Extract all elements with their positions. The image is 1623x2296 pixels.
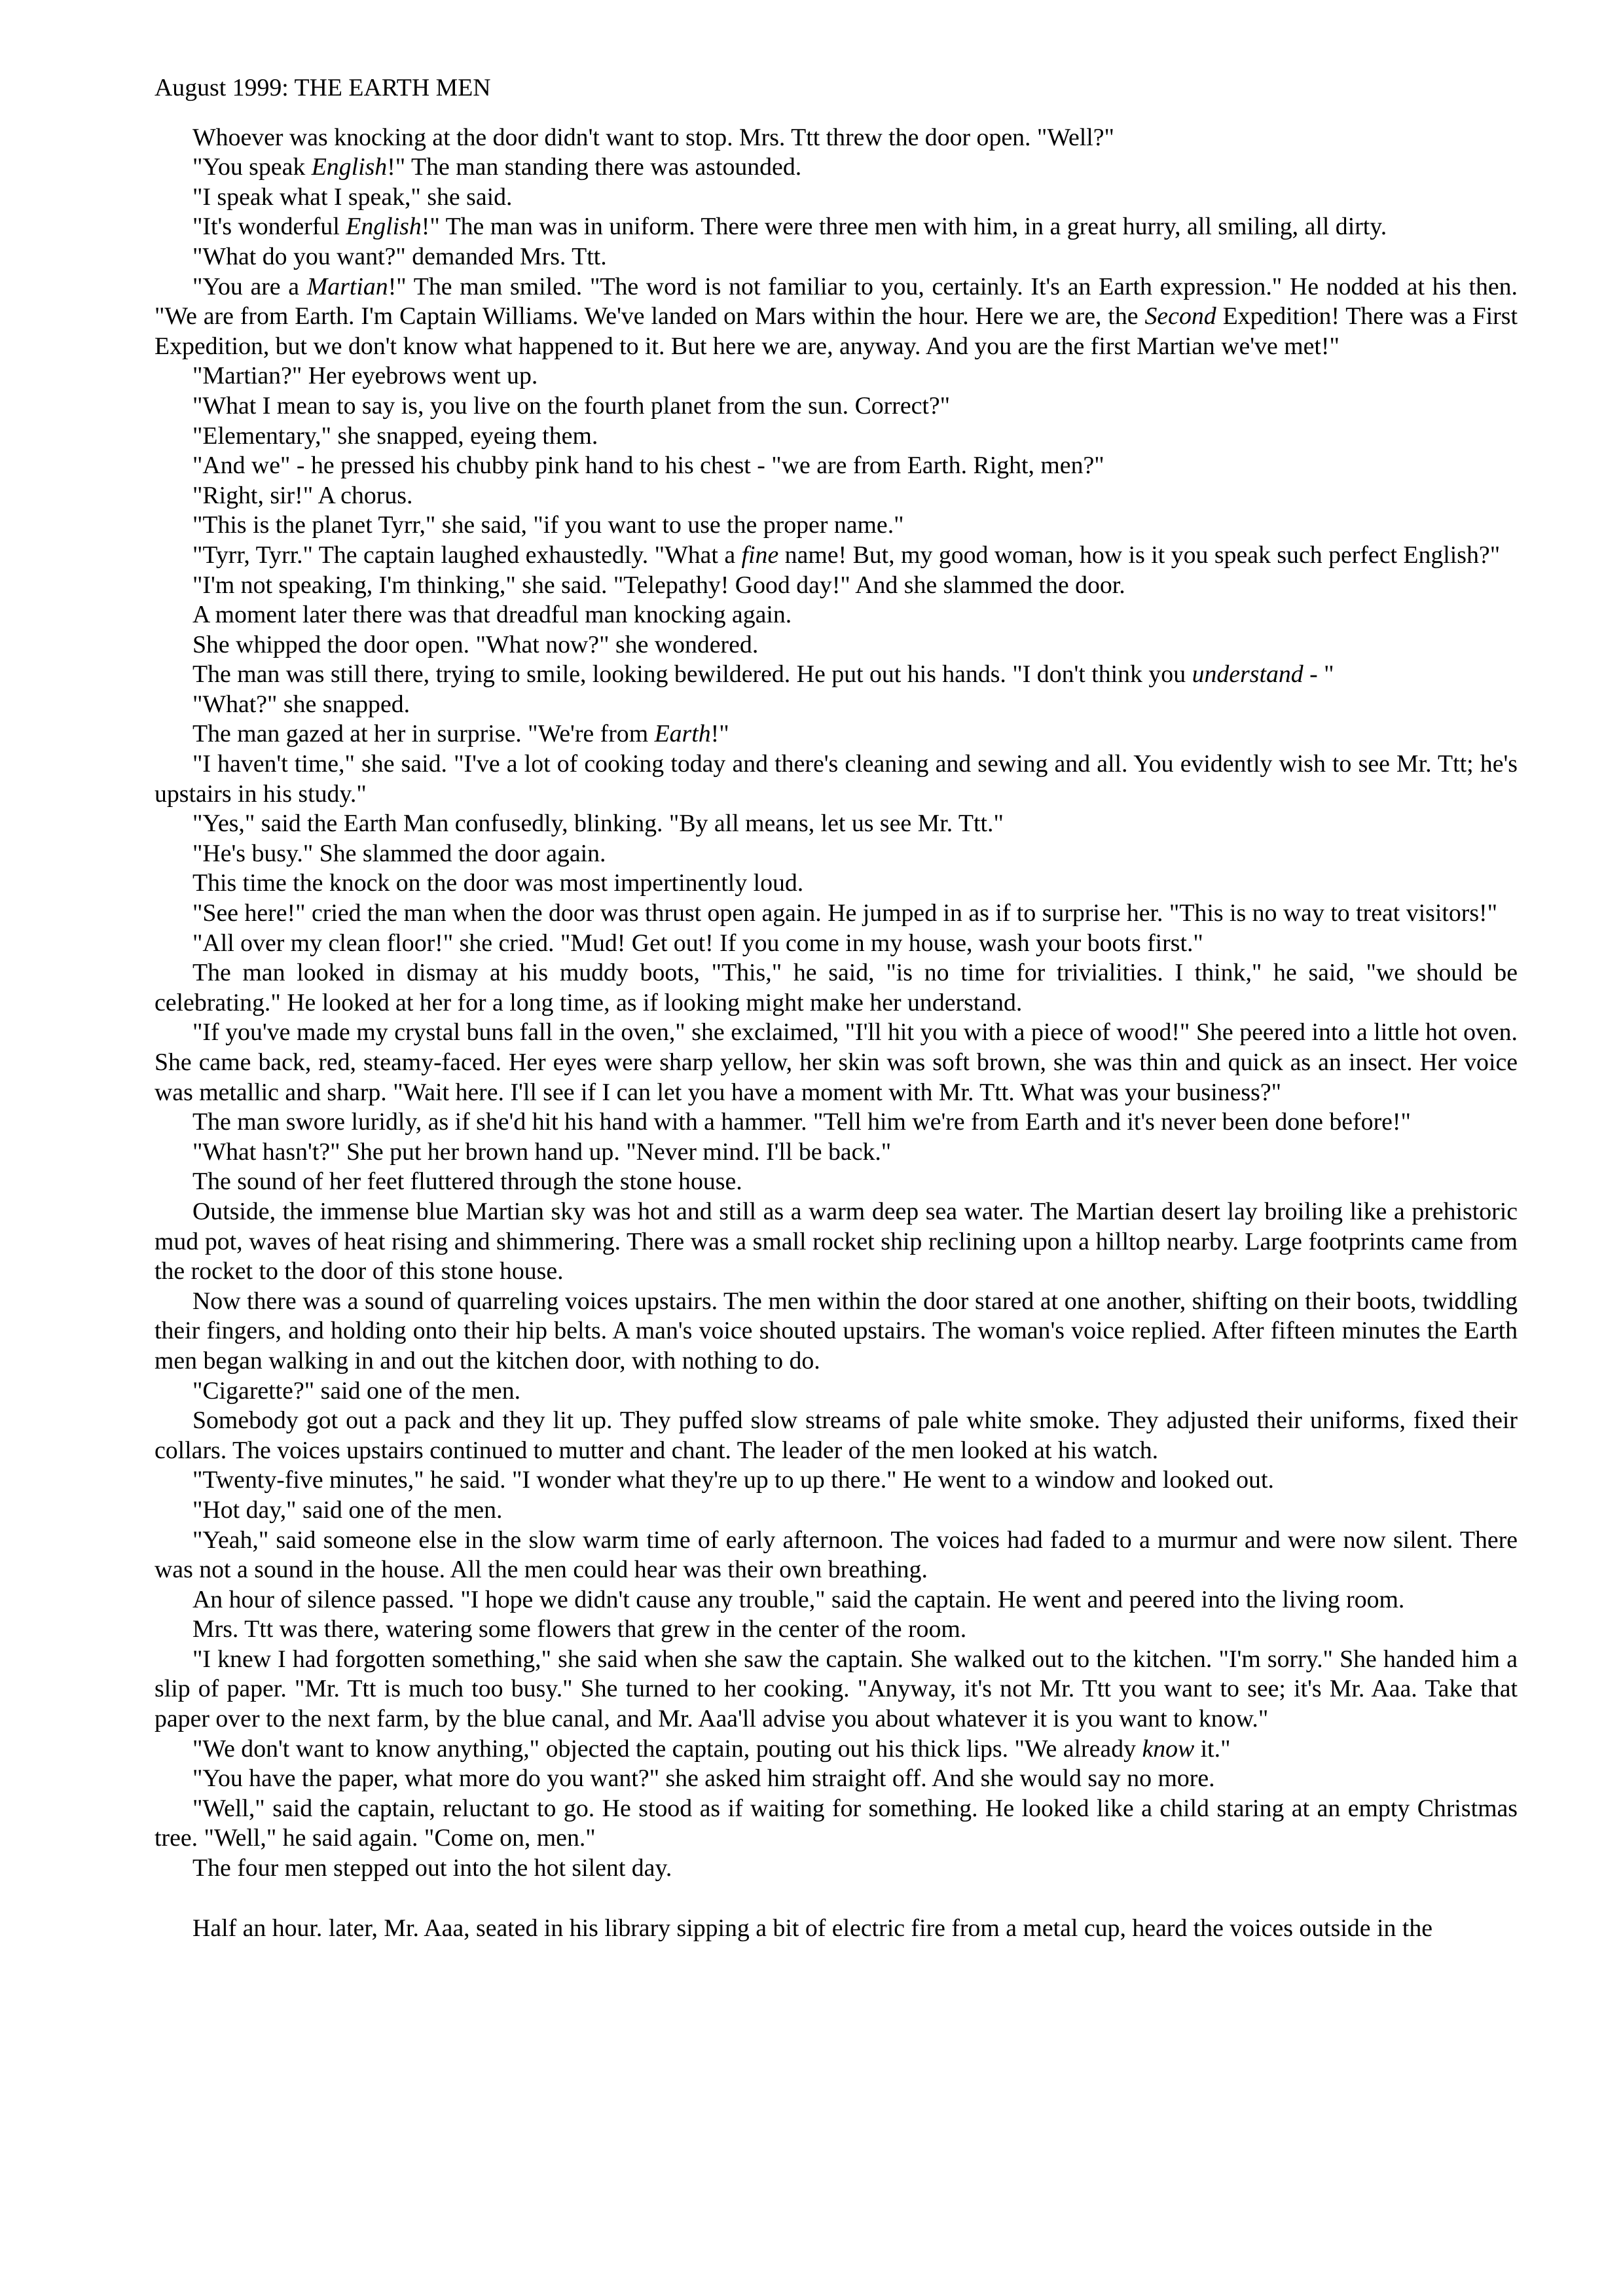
- paragraph: [155, 1854, 1518, 1884]
- text-run: "Cigarette?" said one of the men.: [192, 1376, 521, 1405]
- text-run: "If you've made my crystal buns fall in the oven," she exclaimed, "I'll hit you with a piece of wood!" She peered into a little hot oven. She came back, red, steamy-faced. Her eyes were sharp yellow, her skin was soft brown, she was thin and quick as an insect. Her voice was metallic and sharp. "Wait here. I'll see if I can let you have a moment with Mr. Ttt. What was your business?": [155, 1018, 1518, 1106]
- paragraph: [155, 541, 1518, 571]
- paragraph: [155, 660, 1518, 690]
- text-run: "We don't want to know anything," objected the captain, pouting out his thick lips. "We already: [192, 1734, 1142, 1763]
- paragraph: [155, 152, 1518, 183]
- text-run: "He's busy." She slammed the door again.: [192, 839, 606, 867]
- paragraph: [155, 690, 1518, 720]
- text-run: "I'm not speaking, I'm thinking," she said. "Telepathy! Good day!" And she slammed the door.: [192, 571, 1125, 599]
- italic-text: Earth: [654, 720, 711, 748]
- italic-text: English: [346, 213, 422, 241]
- text-run: !": [710, 720, 729, 748]
- italic-text: understand: [1192, 660, 1304, 689]
- text-run: Somebody got out a pack and they lit up. They puffed slow streams of pale white smoke. They adjusted their uniforms, fixed their collars. The voices upstairs continued to mutter and chant. The leader of the men looked at his watch.: [155, 1407, 1518, 1464]
- text-run: The man was still there, trying to smile, looking bewildered. He put out his hands. "I don't think you: [192, 660, 1192, 689]
- italic-text: English: [311, 153, 388, 181]
- paragraph: [155, 1914, 1518, 1944]
- italic-text: fine: [741, 541, 779, 569]
- paragraph: [155, 571, 1518, 601]
- paragraph: [155, 1138, 1518, 1168]
- text-run: "All over my clean floor!" she cried. "Mud! Get out! If you come in my house, wash your boots first.": [192, 929, 1203, 957]
- text-run: An hour of silence passed. "I hope we didn't cause any trouble," said the captain. He went and peered into the living room.: [192, 1585, 1405, 1613]
- paragraph: [155, 929, 1518, 959]
- document-body: [155, 73, 1518, 1943]
- paragraph: [155, 1794, 1518, 1854]
- paragraph: [155, 1645, 1518, 1734]
- chapter-heading: August 1999: THE EARTH MEN: [155, 74, 491, 101]
- text-run: Half an hour. later, Mr. Aaa, seated in his library sipping a bit of electric fire from a metal cup, heard the voices outside in the: [192, 1914, 1433, 1942]
- text-run: A moment later there was that dreadful man knocking again.: [192, 601, 792, 629]
- text-run: Now there was a sound of quarreling voices upstairs. The men within the door stared at one another, shifting on their boots, twiddling their fingers, and holding onto their hip belts. A man's voice shouted upstairs. The woman's voice replied. After fifteen minutes the Earth men began walking in and out the kitchen door, with nothing to do.: [155, 1287, 1518, 1374]
- italic-text: know: [1142, 1734, 1195, 1763]
- text-run: "What I mean to say is, you live on the fourth planet from the sun. Correct?": [192, 391, 951, 420]
- text-run: "I speak what I speak," she said.: [192, 183, 513, 211]
- paragraph: [155, 1526, 1518, 1585]
- paragraph: [155, 183, 1518, 213]
- text-run: "You speak: [192, 153, 312, 181]
- text-run: She whipped the door open. "What now?" she wondered.: [192, 630, 759, 658]
- paragraph: [155, 242, 1518, 272]
- paragraph: [155, 1585, 1518, 1615]
- text-run: "Hot day," said one of the men.: [192, 1496, 503, 1524]
- paragraph: [155, 1496, 1518, 1526]
- text-run: it.": [1194, 1734, 1231, 1763]
- paragraph: [155, 1764, 1518, 1794]
- text-run: "You have the paper, what more do you want?" she asked him straight off. And she would say no more.: [192, 1765, 1215, 1793]
- paragraph: [155, 839, 1518, 869]
- text-run: "This is the planet Tyrr," she said, "if you want to use the proper name.": [192, 511, 904, 539]
- text-run: "It's wonderful: [192, 213, 346, 241]
- text-run: "What do you want?" demanded Mrs. Ttt.: [192, 242, 607, 270]
- text-run: "What hasn't?" She put her brown hand up. "Never mind. I'll be back.": [192, 1138, 892, 1166]
- text-run: "Right, sir!" A chorus.: [192, 481, 413, 509]
- text-run: "Tyrr, Tyrr." The captain laughed exhaustedly. "What a: [192, 541, 742, 569]
- paragraph: [155, 1167, 1518, 1197]
- paragraph: [155, 1197, 1518, 1287]
- paragraph: [155, 600, 1518, 630]
- text-run: The sound of her feet fluttered through the stone house.: [192, 1168, 742, 1196]
- text-run: "Yeah," said someone else in the slow warm time of early afternoon. The voices had faded to a murmur and were now silent. There was not a sound in the house. All the men could hear was their own breathing.: [155, 1526, 1518, 1584]
- text-run: Mrs. Ttt was there, watering some flowers that grew in the center of the room.: [192, 1615, 967, 1643]
- text-run: !" The man standing there was astounded.: [387, 153, 802, 181]
- paragraph: [155, 1376, 1518, 1407]
- text-run: - ": [1303, 660, 1334, 689]
- paragraph: [155, 1287, 1518, 1376]
- paragraph: [155, 212, 1518, 242]
- text-run: "I knew I had forgotten something," she said when she saw the captain. She walked out to the kitchen. "I'm sorry." She handed him a slip of paper. "Mr. Ttt is much too busy." She turned to her cooking. "Anyway, it's not Mr. Ttt you want to see; it's Mr. Aaa. Take that paper over to the next farm, by the blue canal, and Mr. Aaa'll advise you about whatever it is you want to know.": [155, 1645, 1518, 1733]
- italic-text: Second: [1144, 302, 1216, 331]
- paragraph: [155, 1465, 1518, 1496]
- text-run: "See here!" cried the man when the door was thrust open again. He jumped in as if to surprise her. "This is no way to treat visitors!": [192, 899, 1498, 927]
- paragraph: [155, 391, 1518, 422]
- text-run: The man gazed at her in surprise. "We're from: [192, 720, 655, 748]
- text-run: "You are a: [192, 272, 307, 300]
- text-run: Expedition! There was a First Expedition, but we don't know what happened to it. But here we are, anyway. And you are the first Martian we've met!": [155, 302, 1518, 360]
- text-run: Whoever was knocking at the door didn't want to stop. Mrs. Ttt threw the door open. "Well?": [192, 123, 1114, 151]
- text-run: "Elementary," she snapped, eyeing them.: [192, 422, 598, 450]
- text-run: "Martian?" Her eyebrows went up.: [192, 362, 538, 390]
- paragraph: [155, 422, 1518, 452]
- paragraph: [155, 123, 1518, 153]
- text-run: The four men stepped out into the hot silent day.: [192, 1854, 672, 1882]
- text-run: "Well," said the captain, reluctant to go. He stood as if waiting for something. He looked like a child staring at an empty Christmas tree. "Well," he said again. "Come on, men.": [155, 1794, 1518, 1852]
- text-run: name! But, my good woman, how is it you speak such perfect English?": [778, 541, 1501, 569]
- paragraph: [155, 1406, 1518, 1465]
- paragraph: [155, 1107, 1518, 1138]
- paragraph: [155, 749, 1518, 809]
- text-run: "Twenty-five minutes," he said. "I wonder what they're up to up there." He went to a window and looked out.: [192, 1466, 1274, 1494]
- text-run: "Yes," said the Earth Man confusedly, blinking. "By all means, let us see Mr. Ttt.": [192, 810, 1004, 838]
- paragraph: [155, 451, 1518, 481]
- paragraph: [155, 1734, 1518, 1765]
- text-run: "What?" she snapped.: [192, 690, 410, 718]
- text-run: Outside, the immense blue Martian sky was hot and still as a warm deep sea water. The Martian desert lay broiling like a prehistoric mud pot, waves of heat rising and shimmering. There was a small rocket ship reclining upon a hilltop nearby. Large footprints came from the rocket to the door of this stone house.: [155, 1197, 1518, 1285]
- text-run: The man swore luridly, as if she'd hit his hand with a hammer. "Tell him we're from Earth and it's never been done before!": [192, 1108, 1411, 1136]
- paragraph: [155, 272, 1518, 362]
- paragraph: [155, 481, 1518, 511]
- paragraph: [155, 511, 1518, 541]
- paragraph: [155, 809, 1518, 839]
- paragraph: [155, 719, 1518, 749]
- paragraph: [155, 1018, 1518, 1107]
- text-run: !" The man smiled. "The word is not familiar to you, certainly. It's an Earth expression." He nodded at his then. "We are from Earth. I'm Captain Williams. We've landed on Mars within the hour. Here we are, the: [155, 272, 1518, 331]
- text-run: "I haven't time," she said. "I've a lot of cooking today and there's cleaning and sewing and all. You evidently wish to see Mr. Ttt; he's upstairs in his study.": [155, 750, 1518, 808]
- text-run: The man looked in dismay at his muddy boots, "This," he said, "is no time for trivialities. I think," he said, "we should be celebrating." He looked at her for a long time, as if looking might make her understand.: [155, 959, 1518, 1016]
- paragraph: [155, 869, 1518, 899]
- paragraph: [155, 1615, 1518, 1645]
- paragraph: [155, 958, 1518, 1018]
- text-run: This time the knock on the door was most impertinently loud.: [192, 869, 804, 897]
- paragraph: [155, 361, 1518, 391]
- paragraph: [155, 630, 1518, 660]
- text-run: !" The man was in uniform. There were three men with him, in a great hurry, all smiling, all dirty.: [421, 213, 1387, 241]
- paragraph: [155, 899, 1518, 929]
- text-run: "And we" - he pressed his chubby pink hand to his chest - "we are from Earth. Right, men?": [192, 452, 1104, 480]
- italic-text: Martian: [306, 272, 388, 300]
- paragraph-list: [155, 123, 1518, 1944]
